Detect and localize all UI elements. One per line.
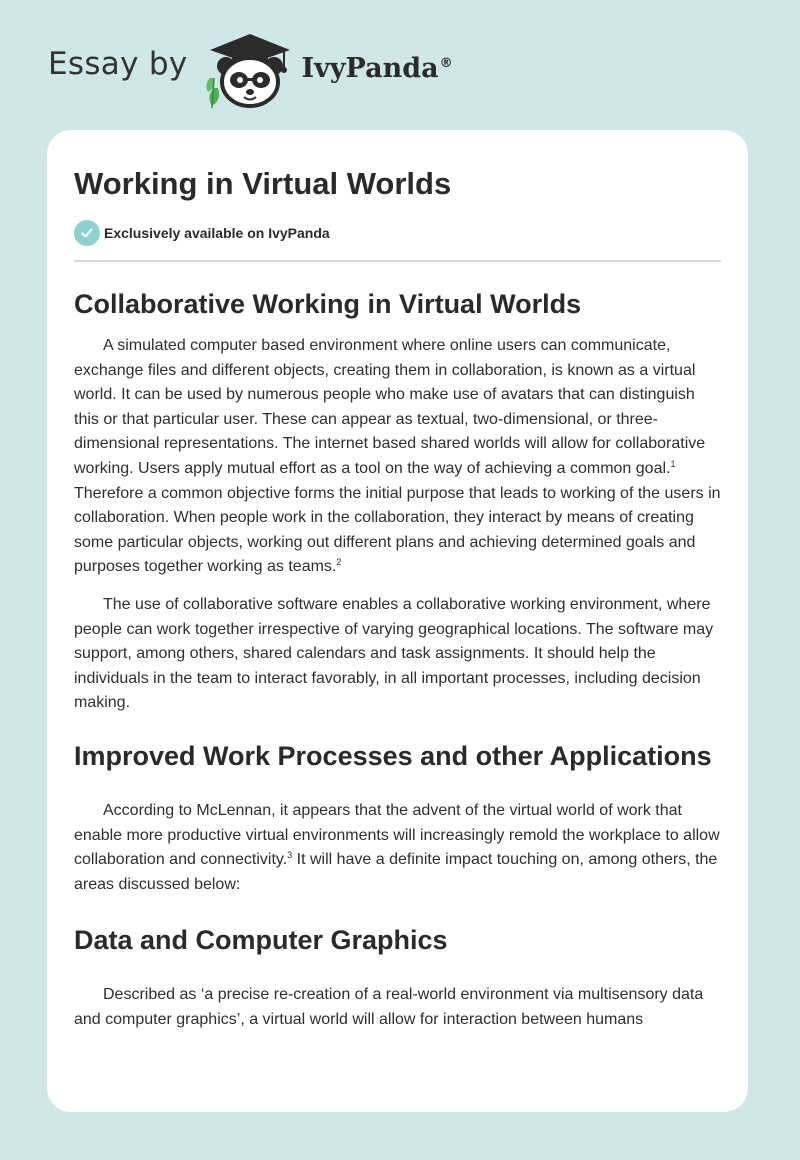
footnote-ref[interactable]: 2: [336, 557, 342, 568]
section-heading: Improved Work Processes and other Applications: [74, 740, 712, 771]
site-brand[interactable]: [48, 30, 453, 110]
brand-prefix: Essay by: [48, 46, 188, 82]
brand-name: IvyPanda®: [301, 52, 453, 84]
paragraph-text: A simulated computer based environment where online users can communicate, exchange files and different objects, creating them in collaboration, is known as a virtual world. It can be used by numerous people who make use of avatars that can distinguish this or that particular user. These can appear as textual, two-dimensional, or three-dimensional representations. The internet based shared worlds will allow for collaborative working. Users apply mutual effort as a tool on the way of achieving a common goal.: [74, 337, 706, 477]
paragraph-text: The use of collaborative software enables a collaborative working environment, where people can work together irrespective of varying geographical locations. The software may support, among others, shared calendars and task assignments. It should help the individuals in the team to interact favorably, in all important processes, including decision making.: [74, 595, 714, 712]
checkmark-icon: [74, 220, 100, 246]
section-heading: Collaborative Working in Virtual Worlds: [74, 289, 582, 319]
registered-mark: ®: [439, 55, 453, 71]
footnote-ref[interactable]: 3: [287, 850, 293, 861]
badge-label: Exclusively available on IvyPanda: [104, 225, 330, 241]
paragraph: [74, 983, 721, 1032]
paragraph-text: Described as ‘a precise re-creation of a real-world environment via multisensory data and computer graphics’, a virtual world will allow for interaction between humans: [74, 986, 704, 1028]
footnote-ref[interactable]: 1: [670, 458, 676, 469]
essay-card: [47, 130, 748, 1112]
paragraph: [74, 593, 721, 716]
paragraph: [74, 799, 721, 897]
exclusive-badge: [74, 220, 721, 246]
section-heading: Data and Computer Graphics: [74, 925, 448, 956]
divider: [74, 260, 721, 262]
paragraph-text: According to McLennan, it appears that the advent of the virtual world of work that enable more productive virtual environments will increasingly remold the workplace to allow collaboration and connectivity.: [74, 801, 720, 869]
panda-logo-icon: [202, 30, 298, 110]
paragraph-text: It will have a definite impact touching on, among others, the areas discussed below:: [74, 851, 718, 893]
paragraph-text: Therefore a common objective forms the initial purpose that leads to working of the users in collaboration. When people work in the collaboration, they interact by means of creating some particular objects, working out different plans and achieving determined goals and purposes together working as teams.: [74, 484, 721, 576]
paragraph: [74, 334, 721, 580]
article-title: Working in Virtual Worlds: [74, 166, 452, 201]
